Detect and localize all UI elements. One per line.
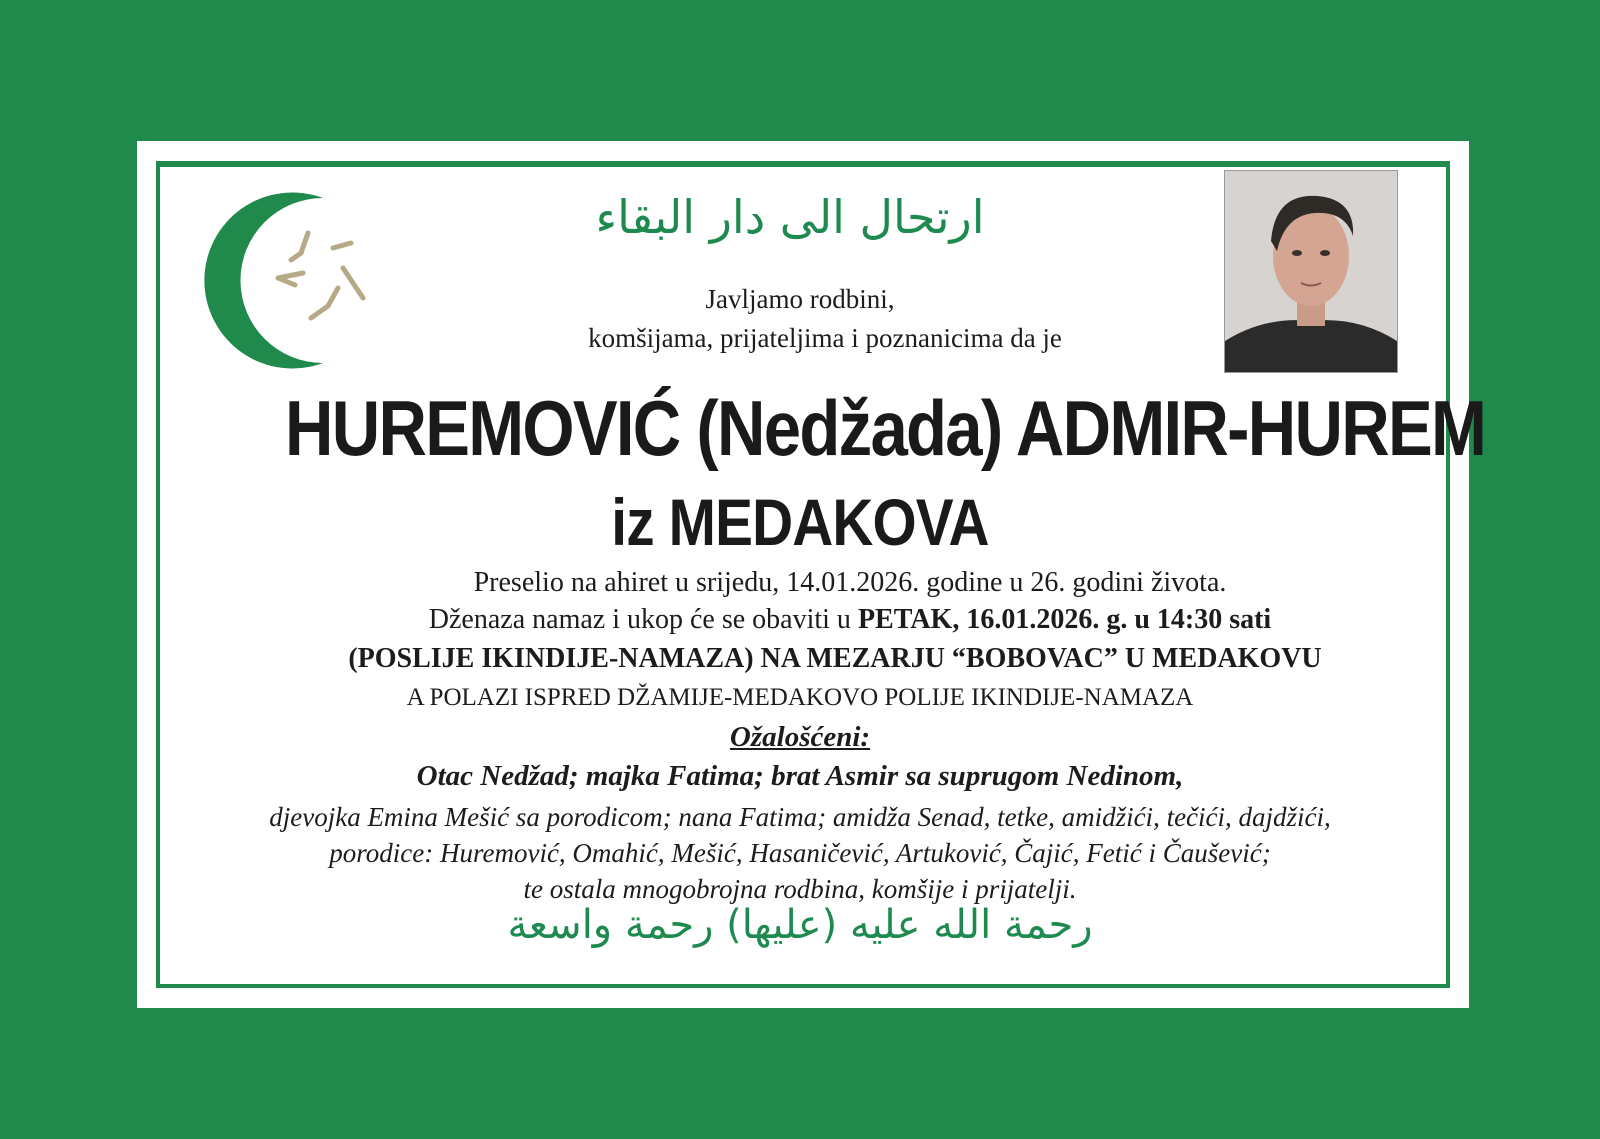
mourners-line-4: te ostala mnogobrojna rodbina, komšije i prijatelji. [523,874,1077,904]
deceased-place: iz MEDAKOVA [611,485,989,559]
funeral-location: (POSLIJE IKINDIJE-NAMAZA) NA MEZARJU “BOBOVAC” U MEDAKOVU [348,643,1322,674]
arabic-footer: رحمة الله عليه (عليها) رحمة واسعة [507,902,1093,948]
mourners-line-1: Otac Nedžad; majka Fatima; brat Asmir sa suprugom Nedinom, [416,760,1184,792]
funeral-departure: A POLAZI ISPRED DŽAMIJE-MEDAKOVO POLIJE IKINDIJE-NAMAZA [406,684,1194,711]
deceased-photo [1224,170,1398,373]
mourners-line-2: djevojka Emina Mešić sa porodicom; nana Fatima; amidža Senad, tetke, amidžići, tečići, dajdžići, [269,802,1331,832]
arabic-header: ارتحال الى دار البقاء [595,190,985,244]
death-notice: Preselio na ahiret u srijedu, 14.01.2026. godine u 26. godini života. [473,567,1227,598]
intro-line-1: Javljamo rodbini, [705,284,895,314]
funeral-time [300,604,1400,636]
mourners-line-3: porodice: Huremović, Omahić, Mešić, Hasaničević, Artuković, Čajić, Fetić i Čaušević; [329,838,1271,868]
intro-line-2: komšijama, prijateljima i poznanicima da je [588,323,1062,353]
crescent-star-icon [183,188,393,373]
funeral-prefix: Dženaza namaz i ukop će se obaviti u [428,604,851,635]
deceased-name: HUREMOVIĆ (Nedžada) ADMIR-HUREM [285,384,1486,472]
mourners-heading: Ožalošćeni: [729,721,871,753]
funeral-date: PETAK, 16.01.2026. g. u 14:30 sati [857,604,1272,635]
